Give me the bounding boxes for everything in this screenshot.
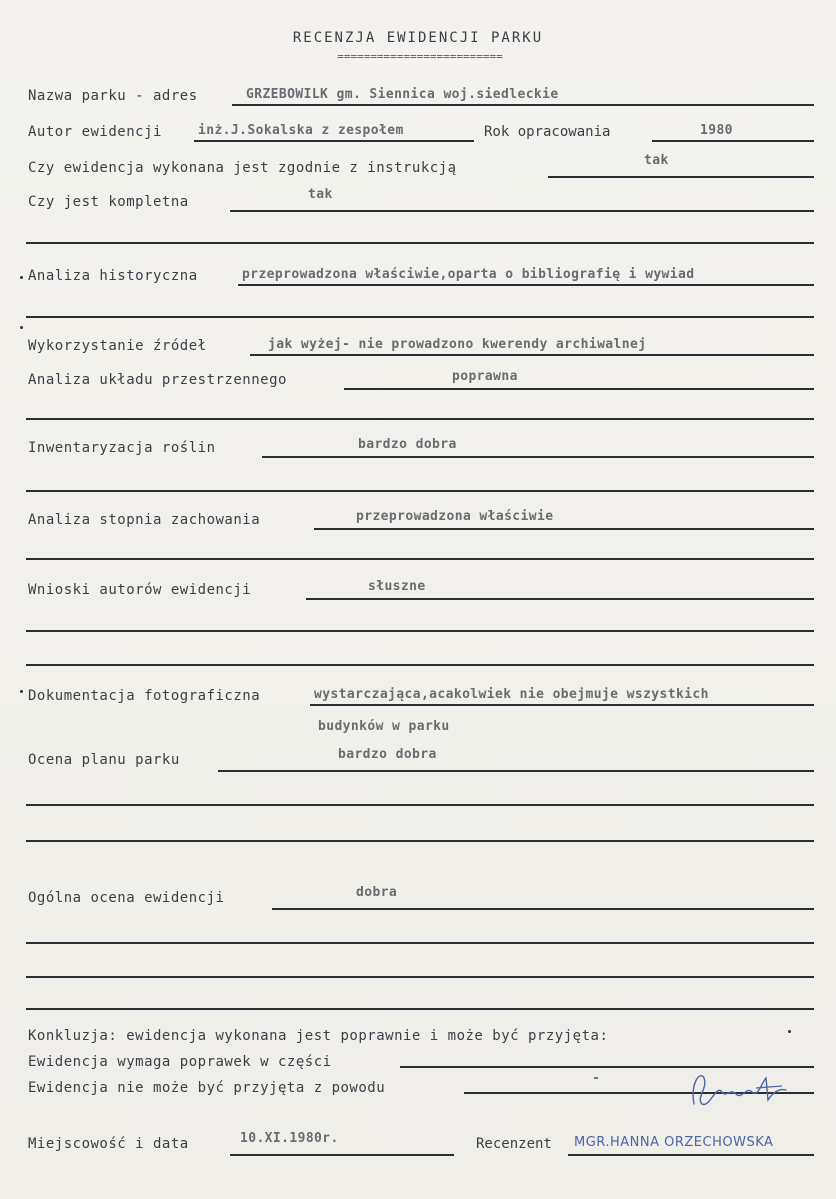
place-date-value: 10.XI.1980r. bbox=[240, 1131, 339, 1146]
plants-value: bardzo dobra bbox=[358, 437, 457, 452]
signature-scribble bbox=[686, 1064, 796, 1114]
complete-label: Czy jest kompletna bbox=[28, 194, 189, 210]
row-plan bbox=[0, 744, 836, 774]
stray-mark bbox=[20, 326, 23, 329]
blank-line bbox=[26, 942, 814, 944]
plan-value: bardzo dobra bbox=[338, 747, 437, 762]
blank-line bbox=[26, 630, 814, 632]
preservation-label: Analiza stopnia zachowania bbox=[28, 512, 261, 528]
row-photo bbox=[0, 680, 836, 710]
rejection-value: - bbox=[592, 1071, 601, 1086]
sources-value: jak wyżej- nie prowadzono kwerendy archiwalnej bbox=[268, 337, 647, 352]
author-line bbox=[194, 140, 474, 142]
row-plants bbox=[0, 432, 836, 462]
plants-line bbox=[262, 456, 814, 458]
preservation-line bbox=[314, 528, 814, 530]
plan-line bbox=[218, 770, 814, 772]
spatial-value: poprawna bbox=[452, 369, 518, 384]
title-underline: ========================= bbox=[337, 50, 503, 63]
instruction-value: tak bbox=[644, 153, 669, 168]
stray-mark bbox=[20, 690, 23, 693]
photo-label: Dokumentacja fotograficzna bbox=[28, 688, 261, 704]
complete-value: tak bbox=[308, 187, 333, 202]
row-park-name bbox=[0, 80, 836, 110]
overall-value: dobra bbox=[356, 885, 398, 900]
plants-label: Inwentaryzacja roślin bbox=[28, 440, 216, 456]
instruction-label: Czy ewidencja wykonana jest zgodnie z instrukcją bbox=[28, 160, 457, 176]
blank-line bbox=[26, 976, 814, 978]
blank-line bbox=[26, 418, 814, 420]
blank-line bbox=[26, 840, 814, 842]
photo-value: wystarczająca,acakolwiek nie obejmuje wszystkich bbox=[314, 687, 709, 702]
row-complete bbox=[0, 186, 836, 216]
row-spatial bbox=[0, 364, 836, 394]
photo-line bbox=[310, 704, 814, 706]
spatial-line bbox=[344, 388, 814, 390]
row-conclusions bbox=[0, 574, 836, 604]
author-label: Autor ewidencji bbox=[28, 124, 162, 140]
overall-line bbox=[272, 908, 814, 910]
row-footer bbox=[0, 1124, 836, 1154]
rejection-label: Ewidencja nie może być przyjęta z powodu bbox=[28, 1080, 386, 1096]
row-overall bbox=[0, 882, 836, 912]
year-value: 1980 bbox=[700, 123, 733, 138]
historical-line bbox=[238, 284, 814, 286]
overall-label: Ogólna ocena ewidencji bbox=[28, 890, 225, 906]
row-author bbox=[0, 116, 836, 146]
historical-label: Analiza historyczna bbox=[28, 268, 198, 284]
place-date-line bbox=[230, 1154, 454, 1156]
historical-value: przeprowadzona właściwie,oparta o bibliografię i wywiad bbox=[242, 267, 695, 282]
needs-corrections-label: Ewidencja wymaga poprawek w części bbox=[28, 1054, 332, 1070]
plan-label: Ocena planu parku bbox=[28, 752, 180, 768]
blank-line bbox=[26, 242, 814, 244]
conclusions-line bbox=[306, 598, 814, 600]
blank-line bbox=[26, 804, 814, 806]
blank-line bbox=[26, 316, 814, 318]
place-date-label: Miejscowość i data bbox=[28, 1136, 189, 1152]
park-name-label: Nazwa parku - adres bbox=[28, 88, 198, 104]
spatial-label: Analiza układu przestrzennego bbox=[28, 372, 287, 388]
preservation-value: przeprowadzona właściwie bbox=[356, 509, 554, 524]
blank-line bbox=[26, 1008, 814, 1010]
sources-label: Wykorzystanie źródeł bbox=[28, 338, 207, 354]
conclusion-text: Konkluzja: ewidencja wykonana jest poprawnie i może być przyjęta: bbox=[28, 1028, 609, 1044]
park-name-value: GRZEBOWILK gm. Siennica woj.siedleckie bbox=[246, 87, 559, 102]
stray-mark bbox=[20, 276, 23, 279]
blank-line bbox=[26, 664, 814, 666]
row-preservation bbox=[0, 504, 836, 534]
blank-line bbox=[26, 558, 814, 560]
reviewer-line bbox=[568, 1154, 814, 1156]
form-title: RECENZJA EWIDENCJI PARKU bbox=[292, 30, 544, 46]
sources-line bbox=[250, 354, 814, 356]
blank-line bbox=[26, 490, 814, 492]
conclusions-label: Wnioski autorów ewidencji bbox=[28, 582, 252, 598]
reviewer-value: MGR.HANNA ORZECHOWSKA bbox=[574, 1135, 774, 1150]
park-name-line bbox=[232, 104, 814, 106]
row-photo-cont bbox=[0, 708, 836, 738]
reviewer-label: Recenzent bbox=[476, 1136, 552, 1152]
year-label: Rok opracowania bbox=[484, 124, 611, 140]
conclusions-value: słuszne bbox=[368, 579, 426, 594]
complete-line bbox=[230, 210, 814, 212]
year-line bbox=[652, 140, 814, 142]
row-historical bbox=[0, 260, 836, 290]
instruction-line bbox=[548, 176, 814, 178]
photo-value-continued: budynków w parku bbox=[318, 719, 450, 734]
stray-mark bbox=[788, 1030, 791, 1033]
row-sources bbox=[0, 330, 836, 360]
author-value: inż.J.Sokalska z zespołem bbox=[198, 123, 404, 138]
row-instruction bbox=[0, 152, 836, 182]
